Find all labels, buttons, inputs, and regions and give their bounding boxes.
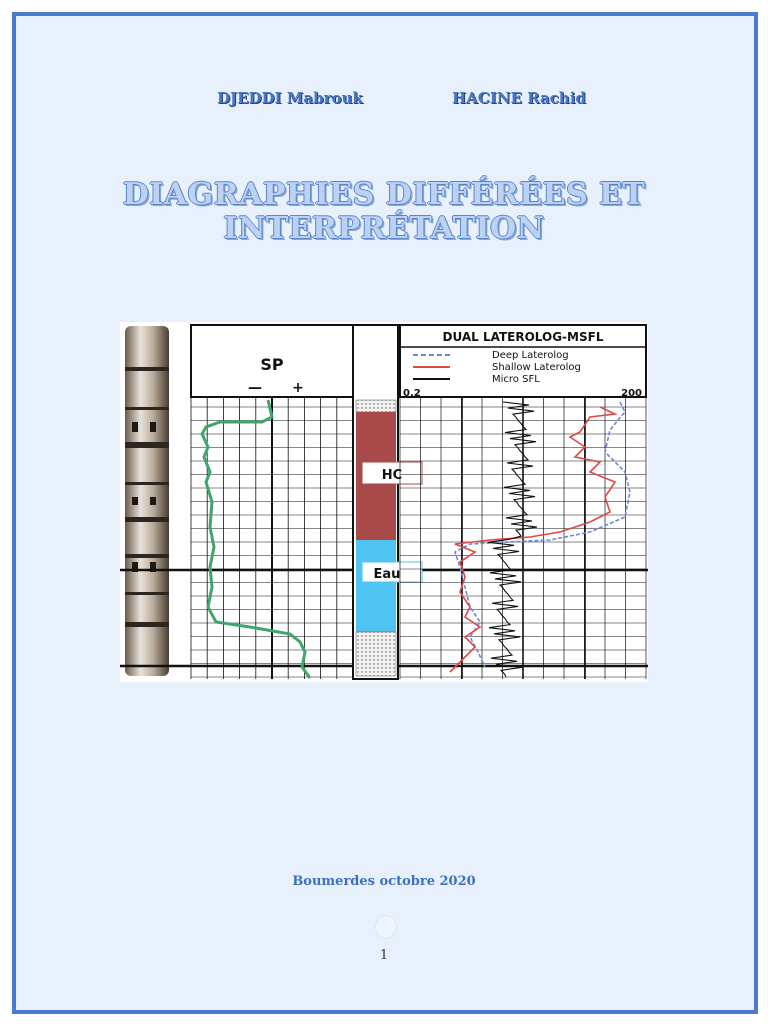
title-line-2: INTERPRÉTATION xyxy=(223,211,545,246)
scale-max: 200 xyxy=(621,388,642,399)
page-number: 1 xyxy=(379,948,389,963)
legend-micro: Micro SFL xyxy=(492,374,540,385)
water-label: Eau xyxy=(373,567,401,582)
resistivity-header: DUAL LATEROLOG-MSFL xyxy=(442,330,604,344)
title-line-1: DIAGRAPHIES DIFFÉRÉES ET xyxy=(122,177,646,212)
sp-plus: + xyxy=(292,380,304,396)
legend-shallow: Shallow Laterolog xyxy=(492,362,581,373)
well-log-svg xyxy=(120,322,648,682)
hc-label: HC xyxy=(381,468,403,483)
resistivity-track xyxy=(400,325,646,679)
sp-minus: — xyxy=(248,380,262,396)
legend-deep: Deep Laterolog xyxy=(492,350,569,361)
page-marker-dot xyxy=(375,915,397,939)
place-date: Boumerdes octobre 2020 xyxy=(292,874,476,889)
logging-tool-image xyxy=(125,326,169,676)
well-log-figure xyxy=(120,322,648,682)
author-2: HACINE Rachid xyxy=(452,89,586,107)
document-title xyxy=(100,178,668,246)
scale-min: 0.2 xyxy=(403,388,421,399)
shallow-laterolog-curve xyxy=(450,407,615,672)
author-1: DJEDDI Mabrouk xyxy=(217,89,363,107)
sp-header: SP xyxy=(260,355,284,374)
water-zone xyxy=(356,540,396,632)
